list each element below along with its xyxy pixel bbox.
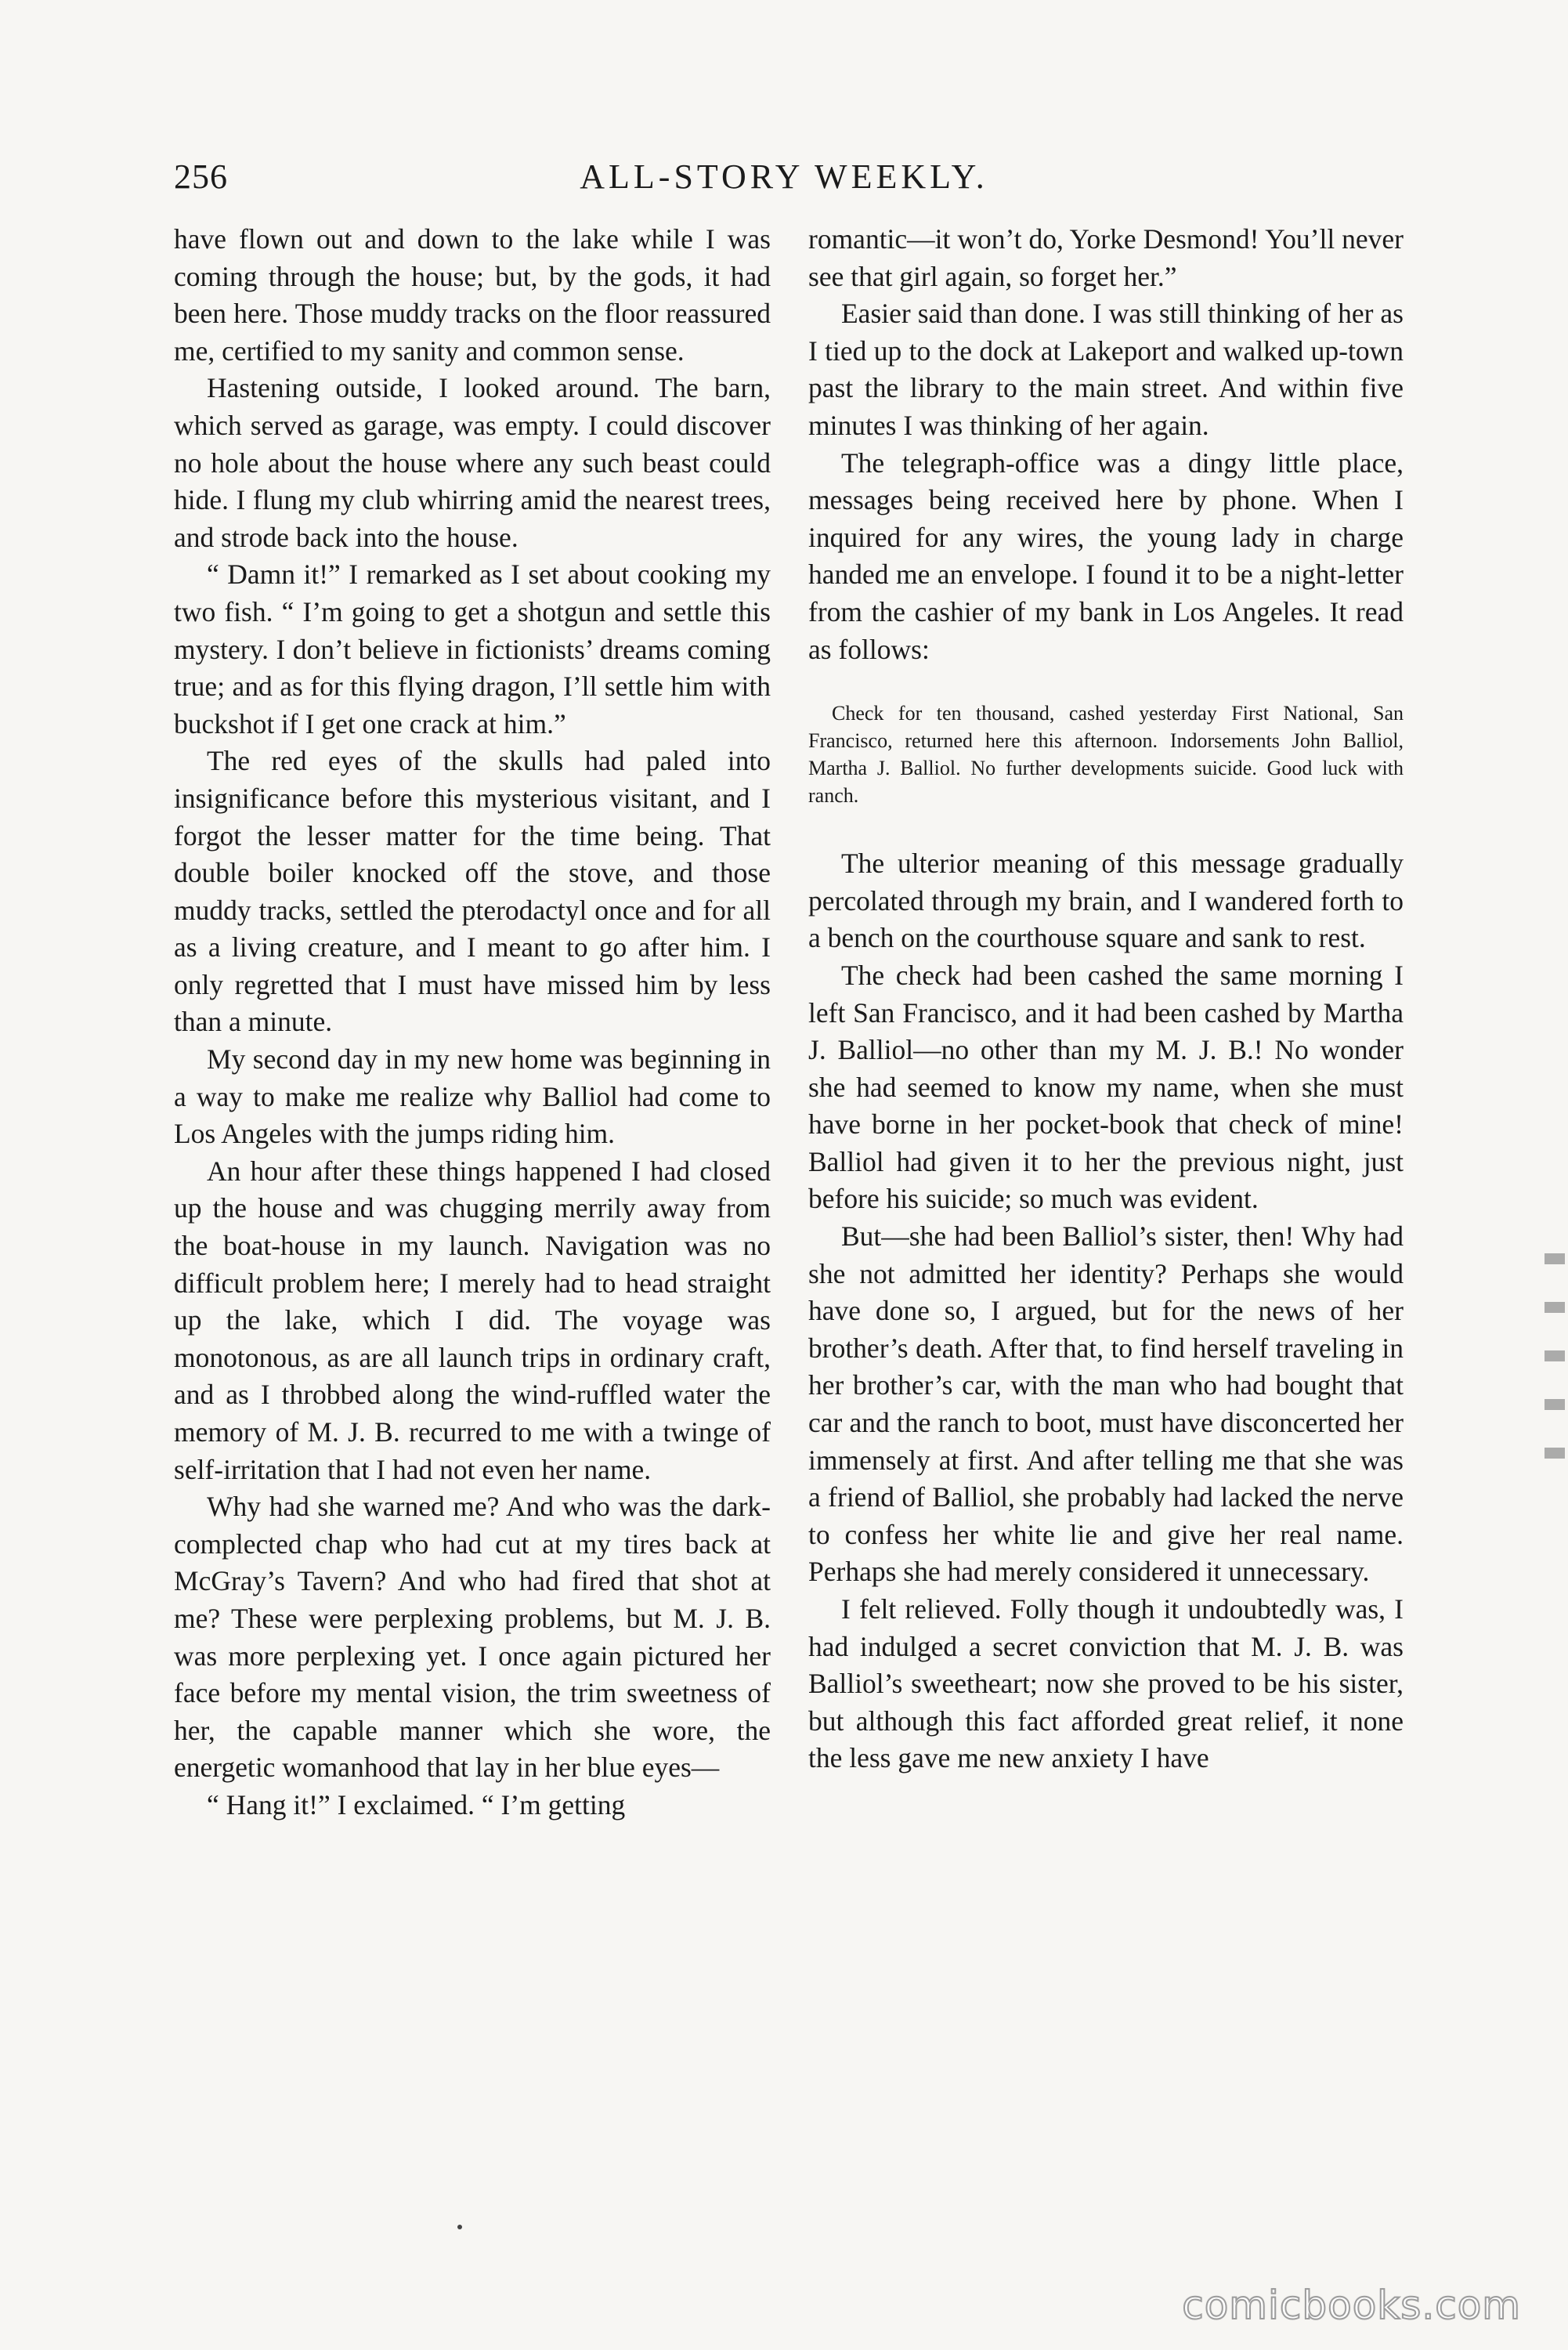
paragraph: Why had she warned me? And who was the dark-complected chap who had cut at my tires back at McGray’s Tavern? And who had fired that shot at me? These were perplexing problems, but M. J. B. was more perplexing yet. I once again pictured her face before my mental vision, the trim sweetness of her, the capable manner which she wore, the energetic womanhood that lay in her blue eyes— — [174, 1491, 771, 1784]
paragraph: My second day in my new home was beginning in a way to make me realize why Balliol had come to Los Angeles with the jumps riding him. — [174, 1043, 771, 1150]
paragraph: The red eyes of the skulls had paled into insignificance before this mysterious visitant, and I forgot the lesser matter for the time being. That double boiler knocked off the stove, and those muddy tracks, settled the pterodactyl once and for all as a living creature, and I meant to go after him. I only regretted that I must have missed him by less than a minute. — [174, 745, 771, 1038]
paragraph: Easier said than done. I was still thinking of her as I tied up to the dock at Lakeport and walked up-town past the library to the main street. And within five minutes I was thinking of her again. — [808, 298, 1404, 441]
paragraph: The check had been cashed the same morning I left San Francisco, and it had been cashed by Martha J. Balliol—no other than my M. J. B.! No wonder she had seemed to know my name, when she must have borne in her pocket-book that check of mine! Balliol had given it to her the previous night, just before his suicide; so much was evident. — [808, 959, 1404, 1215]
telegram-message: Check for ten thousand, cashed yesterday First National, San Francisco, returned here this afternoon. Indorsements John Balliol, Martha J. Balliol. No further developments suicide. Good luck with ranch. — [808, 702, 1404, 808]
running-title: ALL-STORY WEEKLY. — [580, 157, 988, 196]
paragraph: Hastening outside, I looked around. The barn, which served as garage, was empty. I could discover no hole about the house where any such beast could hide. I flung my club whirring amid the nearest trees, and strode back into the house. — [174, 372, 771, 553]
paragraph: romantic—it won’t do, Yorke Desmond! You’ll never see that girl again, so forget her.” — [808, 223, 1404, 292]
paragraph: The ulterior meaning of this message gradually percolated through my brain, and I wandered forth to a bench on the courthouse square and sank to rest. — [808, 848, 1404, 954]
paragraph: “ Hang it!” I exclaimed. “ I’m getting — [207, 1788, 626, 1820]
page-number: 256 — [174, 157, 228, 196]
paragraph: I felt relieved. Folly though it undoubtedly was, I had indulged a secret conviction that M. J. B. was Balliol’s sweetheart; now she proved to be his sister, but although this fact afforded great relief, it none the less gave me new anxiety I have — [808, 1593, 1404, 1774]
paragraph: An hour after these things happened I had closed up the house and was chugging merrily away from the boat-house in my launch. Navigation was no difficult problem here; I merely had to head straight up the lake, which I did. The voyage was monotonous, as are all launch trips in ordinary craft, and as I throbbed along the wind-ruffled water the memory of M. J. B. recurred to me with a twinge of self-irritation that I had not even her name. — [174, 1155, 771, 1485]
watermark: comicbooks.com — [1182, 2283, 1521, 2328]
right-column — [808, 221, 1404, 1777]
paragraph: But—she had been Balliol’s sister, then! Why had she not admitted her identity? Perhaps she would have done so, I argued, but for the news of her brother’s death. After that, to find herself traveling in her brother’s car, with the man who had bought that car and the ranch to boot, must have disconcerted her immensely at first. And after telling me that she was a friend of Balliol, she probably had lacked the nerve to confess her white lie and give her real name. Perhaps she had merely considered it unnecessary. — [808, 1220, 1404, 1588]
paragraph: The telegraph-office was a dingy little place, messages being received here by phone. When I inquired for any wires, the young lady in charge handed me an envelope. I found it to be a night-letter from the cashier of my bank in Los Angeles. It read as follows: — [808, 446, 1404, 665]
paragraph: “ Damn it!” I remarked as I set about cooking my two fish. “ I’m going to get a shotgun and settle this mystery. I don’t believe in fictionists’ dreams coming true; and as for this flying dragon, I’ll settle him with buckshot if I get one crack at him.” — [174, 559, 771, 739]
scan-speck — [457, 2225, 462, 2229]
left-column — [174, 221, 771, 1824]
paragraph: have flown out and down to the lake while I was coming through the house; but, by the gods, it had been here. Those muddy tracks on the floor reassured me, certified to my sanity and common sense. — [174, 223, 771, 367]
scan-edge-marks — [1545, 1253, 1565, 1535]
